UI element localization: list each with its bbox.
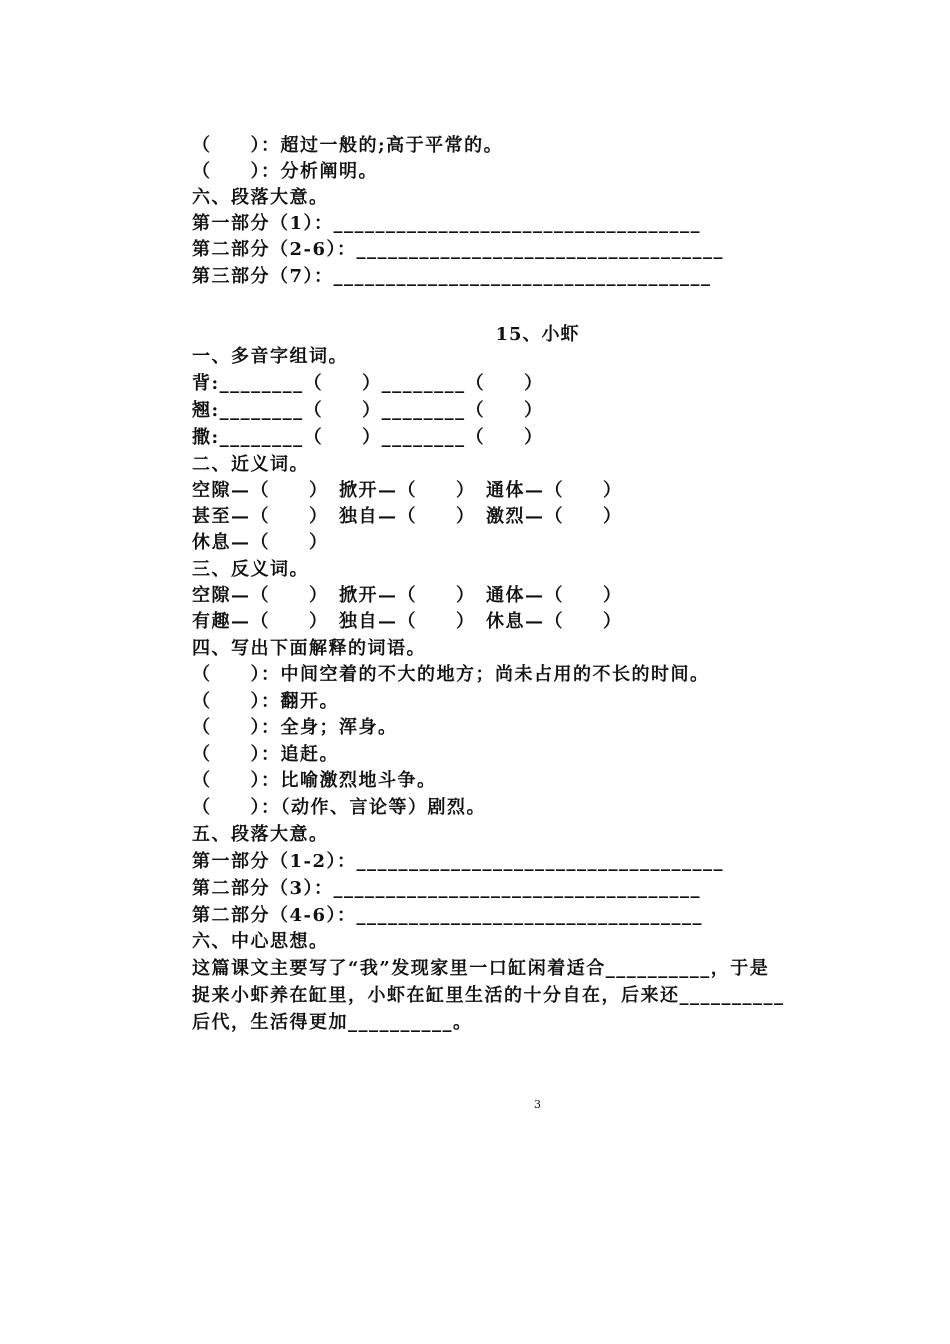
paragraph-line: 捉来小虾养在缸里，小虾在缸里生活的十分自在，后来还__________ bbox=[192, 985, 785, 1006]
def-line: （ ）：中间空着的不大的地方；尚未占用的不长的时间。 bbox=[192, 664, 710, 685]
blank-line: 第一部分（1）：___________________________________ bbox=[192, 213, 702, 234]
exercise-line: 背:________（ ）________（ ） bbox=[192, 373, 544, 394]
paragraph-line: 这篇课文主要写了“我”发现家里一口缸闲着适合__________，于是 bbox=[192, 958, 770, 979]
section-heading: 一、多音字组词。 bbox=[192, 346, 348, 367]
exercise-line: 撒:________（ ）________（ ） bbox=[192, 427, 544, 448]
section-heading: 六、段落大意。 bbox=[192, 187, 329, 208]
def-line: （ ）：追赶。 bbox=[192, 744, 339, 765]
blank-line: 第三部分（7）：____________________________________ bbox=[192, 266, 712, 287]
exercise-line: 甚至—（ ） 独自—（ ） 激烈—（ ） bbox=[192, 506, 623, 527]
paragraph-line: 后代，生活得更加__________。 bbox=[192, 1012, 473, 1033]
def-line: （ ）：翻开。 bbox=[192, 691, 339, 712]
exercise-line: 空隙—（ ） 掀开—（ ） 通体—（ ） bbox=[192, 585, 623, 606]
def-line: （ ）：比喻激烈地斗争。 bbox=[192, 770, 437, 791]
blank-line: 第二部分（3）：___________________________________ bbox=[192, 878, 702, 899]
section-heading: 四、写出下面解释的词语。 bbox=[192, 638, 426, 659]
exercise-line: 有趣—（ ） 独自—（ ） 休息—（ ） bbox=[192, 611, 623, 632]
section-heading: 三、反义词。 bbox=[192, 559, 309, 580]
lesson-title: 15、小虾 bbox=[495, 324, 580, 345]
blank-line: 第二部分（2-6）：___________________________________ bbox=[192, 239, 725, 260]
page-number: 3 bbox=[534, 1098, 541, 1111]
def-line: （ ）：全身；浑身。 bbox=[192, 717, 398, 738]
blank-line: 第一部分（1-2）：___________________________________ bbox=[192, 851, 725, 872]
exercise-line: 休息—（ ） bbox=[192, 532, 329, 553]
def-line: （ ）：超过一般的;高于平常的。 bbox=[192, 135, 504, 156]
blank-line: 第二部分（4-6）：_________________________________ bbox=[192, 905, 704, 926]
exercise-line: 空隙—（ ） 掀开—（ ） 通体—（ ） bbox=[192, 480, 623, 501]
section-heading: 五、段落大意。 bbox=[192, 824, 329, 845]
exercise-line: 翘:________（ ）________（ ） bbox=[192, 400, 544, 421]
section-heading: 二、近义词。 bbox=[192, 454, 309, 475]
def-line: （ ）：（动作、言论等）剧烈。 bbox=[192, 797, 486, 818]
section-heading: 六、中心思想。 bbox=[192, 931, 329, 952]
def-line: （ ）：分析阐明。 bbox=[192, 161, 378, 182]
